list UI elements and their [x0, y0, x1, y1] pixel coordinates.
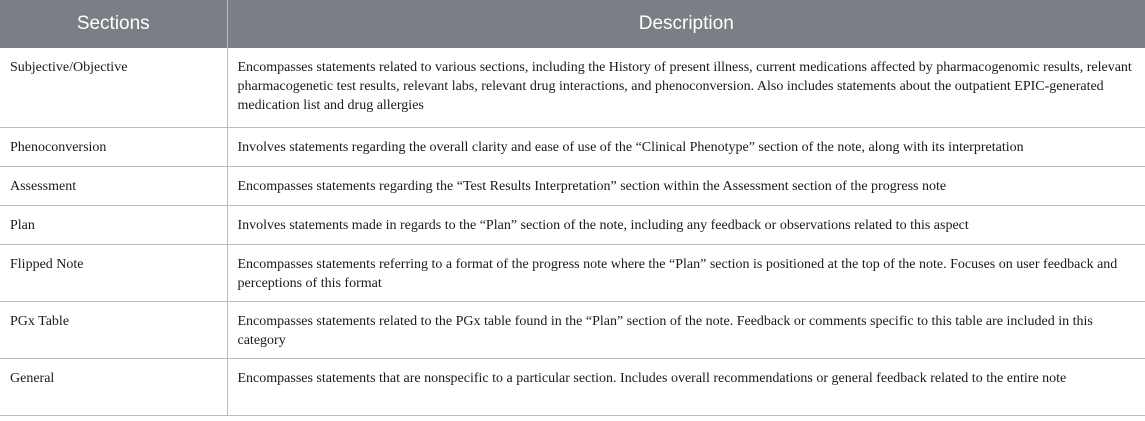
- column-header-sections: Sections: [0, 0, 227, 48]
- table-row: [0, 128, 1145, 167]
- description-cell: Encompasses statements referring to a format of the progress note where the “Plan” section is positioned at the top of the note. Focuses on user feedback and perceptions of this format: [227, 245, 1145, 302]
- section-cell: PGx Table: [0, 302, 227, 359]
- description-cell: Encompasses statements that are nonspecific to a particular section. Includes overall recommendations or general feedback related to the entire note: [227, 359, 1145, 416]
- header-row: [0, 0, 1145, 48]
- section-cell: General: [0, 359, 227, 416]
- table-row: [0, 359, 1145, 416]
- description-cell: Involves statements regarding the overall clarity and ease of use of the “Clinical Phenotype” section of the note, along with its interpretation: [227, 128, 1145, 167]
- section-cell: Flipped Note: [0, 245, 227, 302]
- section-cell: Subjective/Objective: [0, 48, 227, 128]
- section-cell: Phenoconversion: [0, 128, 227, 167]
- table-row: [0, 48, 1145, 128]
- table-row: [0, 302, 1145, 359]
- section-cell: Assessment: [0, 167, 227, 206]
- table-row: [0, 206, 1145, 245]
- section-cell: Plan: [0, 206, 227, 245]
- description-cell: Encompasses statements regarding the “Test Results Interpretation” section within the Assessment section of the progress note: [227, 167, 1145, 206]
- table-header: [0, 0, 1145, 48]
- table-body: [0, 48, 1145, 416]
- table-row: [0, 245, 1145, 302]
- table-row: [0, 167, 1145, 206]
- description-cell: Encompasses statements related to various sections, including the History of present illness, current medications affected by pharmacogenomic results, relevant pharmacogenetic test results, relevant labs, relevant drug interactions, and phenoconversion. Also includes statements about the outpatient EPIC-generated medication list and drug allergies: [227, 48, 1145, 128]
- column-header-description: Description: [227, 0, 1145, 48]
- description-cell: Involves statements made in regards to the “Plan” section of the note, including any feedback or observations related to this aspect: [227, 206, 1145, 245]
- description-cell: Encompasses statements related to the PGx table found in the “Plan” section of the note. Feedback or comments specific to this table are included in this category: [227, 302, 1145, 359]
